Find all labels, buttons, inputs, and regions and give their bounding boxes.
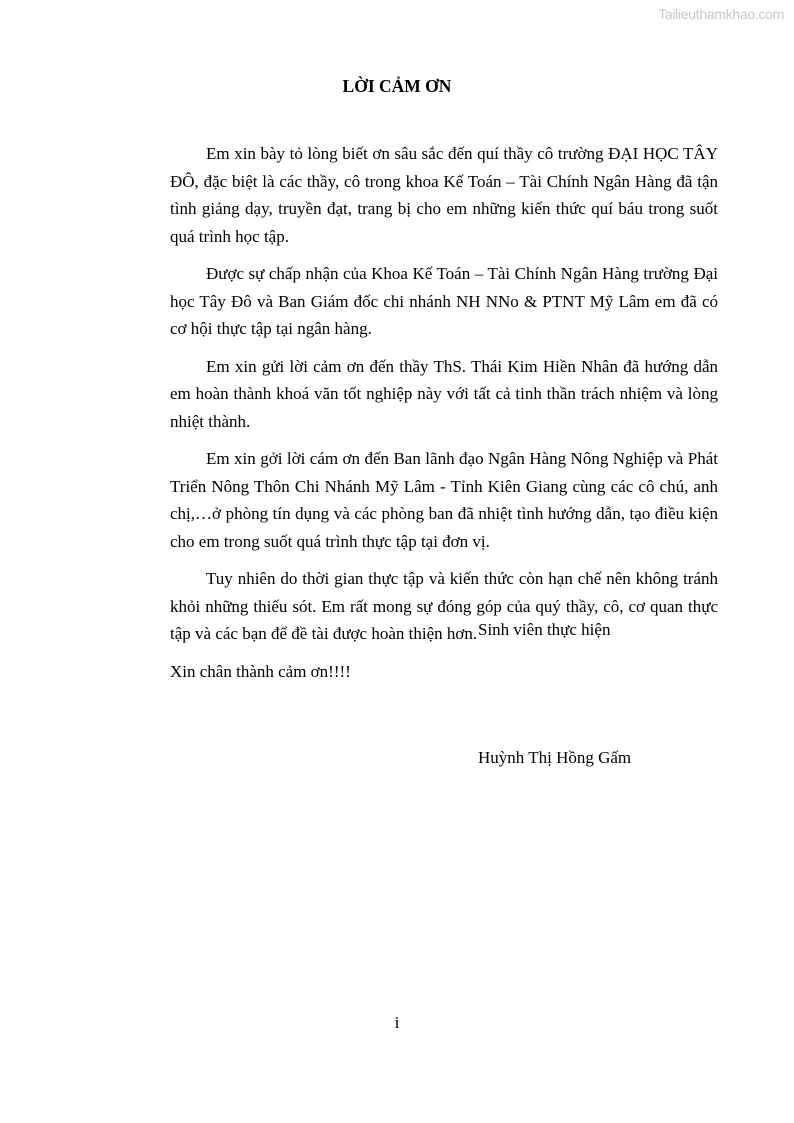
closing-line: Xin chân thành cảm ơn!!!! xyxy=(170,661,351,681)
page-number: i xyxy=(394,1013,400,1032)
signer-name: Huỳnh Thị Hồng Gấm xyxy=(478,748,632,767)
paragraph-thanks-advisor: Em xin gửi lời cảm ơn đến thầy ThS. Thái Kim Hiền Nhân đã hướng dẫn em hoàn thành khoá văn tốt nghiệp này với tất cả tinh thần trách nhiệm và lòng nhiệt thành. xyxy=(170,356,718,431)
document-body xyxy=(170,140,718,685)
signer-label: Sinh viên thực hiện xyxy=(478,620,611,639)
paragraph-internship-acceptance: Được sự chấp nhận của Khoa Kế Toán – Tài Chính Ngân Hàng trường Đại học Tây Đô và Ban Giám đốc chi nhánh NH NNo & PTNT Mỹ Lâm em đã có cơ hội thực tập tại ngân hàng. xyxy=(170,264,718,338)
page-title: LỜI CẢM ƠN xyxy=(342,76,452,96)
paragraph-limitations: Tuy nhiên do thời gian thực tập và kiến thức còn hạn chế nên không tránh khỏi những thiếu sót. Em rất mong sự đóng góp của quý thầy, cô, cơ quan thực tập và các bạn để đề tài được hoàn thiện hơn. xyxy=(170,569,718,643)
paragraph-thanks-bank: Em xin gởi lời cám ơn đến Ban lãnh đạo Ngân Hàng Nông Nghiệp và Phát Triển Nông Thôn Chi Nhánh Mỹ Lâm - Tỉnh Kiên Giang cùng các cô chú, anh chị,…ở phòng tín dụng và các phòng ban đã nhiệt tình hướng dẫn, tạo điều kiện cho em trong suốt quá trình thực tập tại đơn vị. xyxy=(170,449,718,551)
watermark: Tailieuthamkhao.com xyxy=(658,6,784,22)
paragraph-thanks-university: Em xin bày tỏ lòng biết ơn sâu sắc đến quí thầy cô trường ĐẠI HỌC TÂY ĐÔ, đặc biệt là các thầy, cô trong khoa Kế Toán – Tài Chính Ngân Hàng đã tận tình giảng dạy, truyền đạt, trang bị cho em những kiến thức quí báu trong suốt quá trình học tập. xyxy=(170,144,718,246)
